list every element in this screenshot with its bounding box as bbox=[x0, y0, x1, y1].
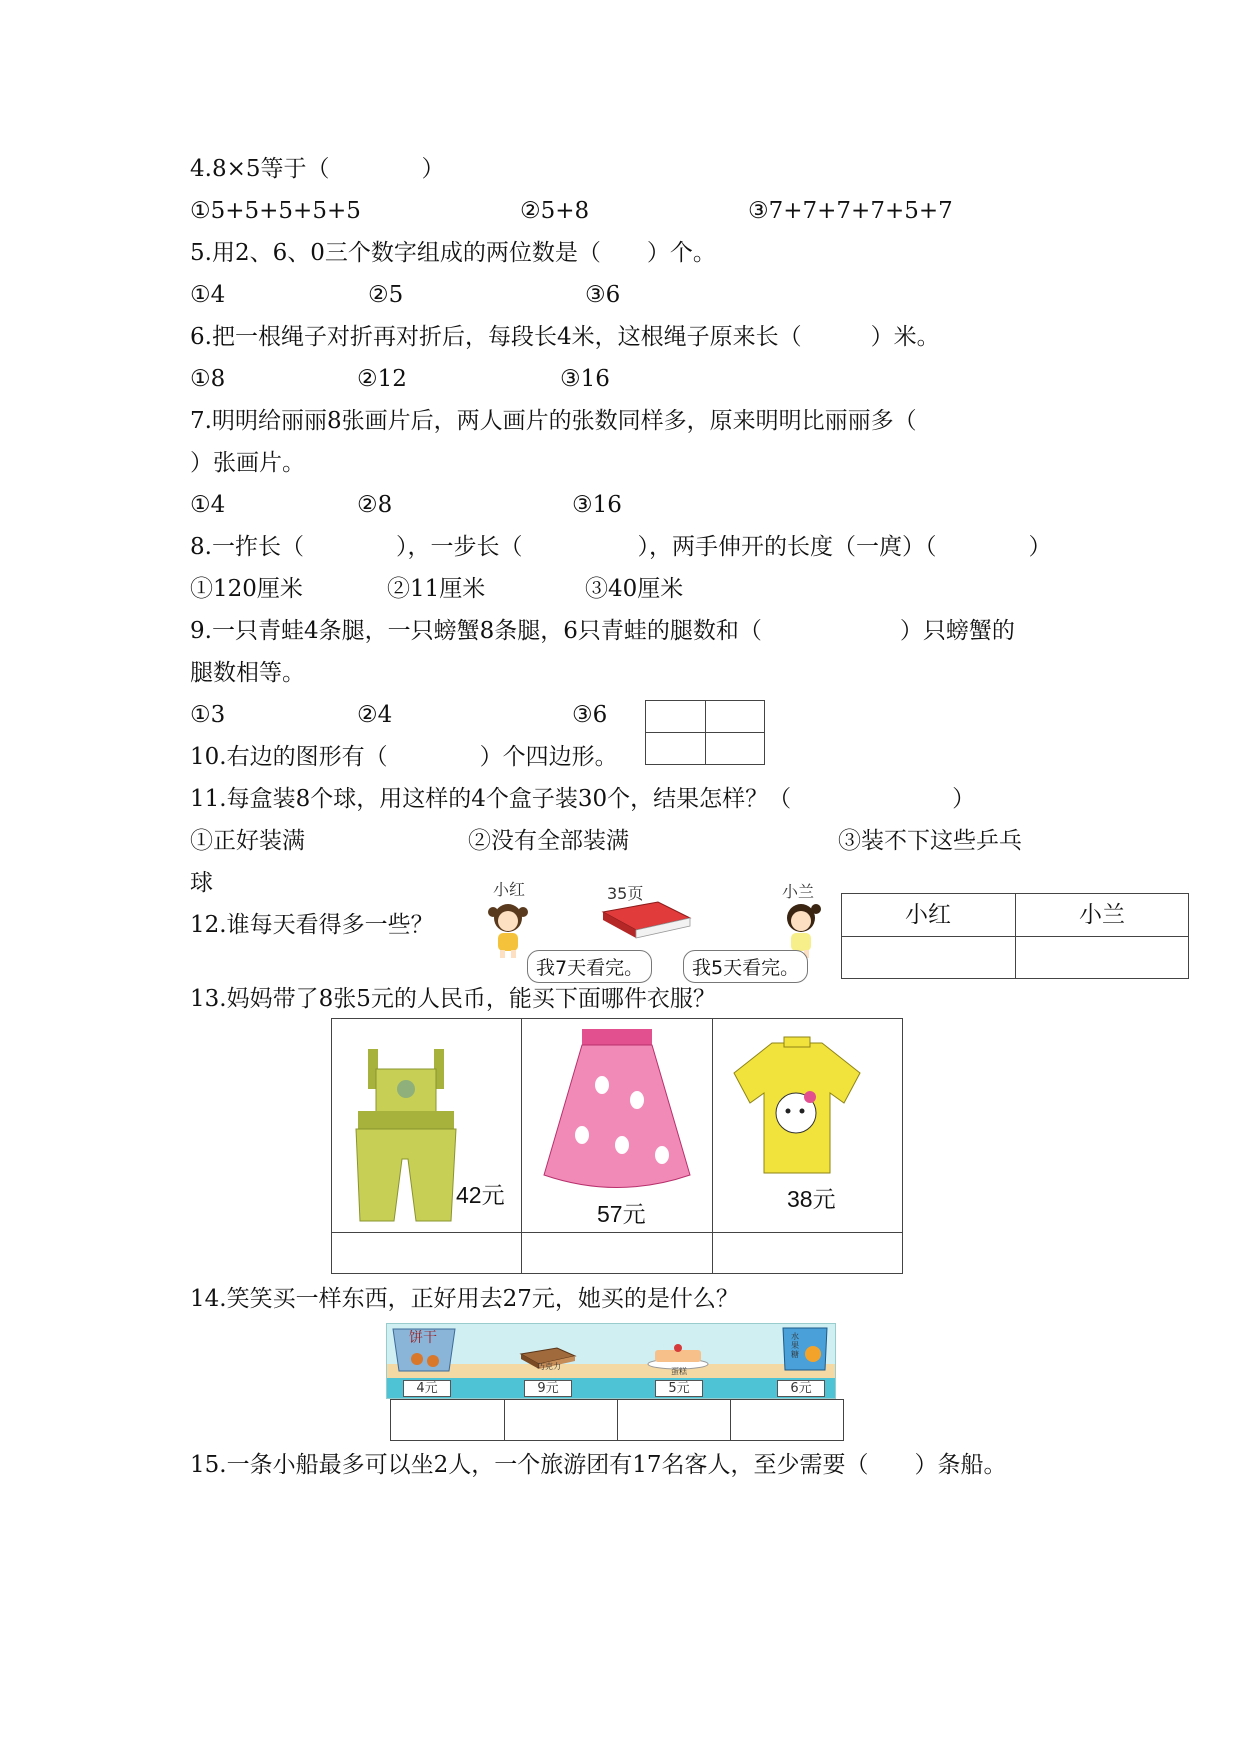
table-header-xiaohong: 小红 bbox=[905, 902, 951, 928]
q11-option-1: ①正好装满 bbox=[190, 828, 305, 854]
q6-option-3: ③16 bbox=[560, 366, 610, 392]
q4-option-3: ③7+7+7+7+5+7 bbox=[748, 198, 953, 224]
q14-answer-table bbox=[390, 1399, 844, 1441]
q10-stem: 10.右边的图形有（ ）个四边形。 bbox=[190, 744, 618, 770]
q9-option-1: ①3 bbox=[190, 702, 226, 728]
q5-option-3: ③6 bbox=[585, 282, 621, 308]
q9-option-3: ③6 bbox=[572, 702, 608, 728]
q7-option-3: ③16 bbox=[572, 492, 622, 518]
name-xiaohong: 小红 bbox=[493, 880, 526, 899]
table-divider-horizontal bbox=[842, 936, 1188, 937]
skirt-icon bbox=[542, 1025, 692, 1200]
q13-stem: 13.妈妈带了8张5元的人民币，能买下面哪件衣服？ bbox=[190, 986, 716, 1012]
label-chocolate: 巧克力 bbox=[537, 1362, 561, 1371]
price-tshirt: 38元 bbox=[787, 1186, 836, 1212]
q13-clothes-table bbox=[331, 1018, 903, 1274]
q9-stem-line1: 9.一只青蛙4条腿，一只螃蟹8条腿，6只青蛙的腿数和（ ）只螃蟹的 bbox=[190, 618, 1015, 644]
tshirt-icon bbox=[732, 1033, 862, 1183]
q7-stem-line1: 7.明明给丽丽8张画片后，两人画片的张数同样多，原来明明比丽丽多（ bbox=[190, 408, 917, 434]
speech-bubble-right: 我5天看完。 bbox=[683, 950, 808, 983]
speech-bubble-left: 我7天看完。 bbox=[527, 950, 652, 983]
q8-option-1: ①120厘米 bbox=[190, 576, 303, 602]
q8-option-3: ③40厘米 bbox=[585, 576, 684, 602]
q12-answer-table bbox=[841, 893, 1189, 979]
book-icon bbox=[598, 900, 693, 940]
q8-stem: 8.一拃长（ ），一步长（ ），两手伸开的长度（一庹）（ ） bbox=[190, 534, 1052, 560]
overalls-icon bbox=[346, 1049, 466, 1224]
q8-option-2: ②11厘米 bbox=[387, 576, 486, 602]
table-header-xiaolan: 小兰 bbox=[1079, 902, 1125, 928]
q11-option-3-line1: ③装不下这些乒乓 bbox=[838, 828, 1022, 854]
shelf-base bbox=[387, 1378, 835, 1398]
candy-bag-icon bbox=[779, 1324, 831, 1372]
shop-shelf-picture bbox=[386, 1323, 836, 1399]
q6-option-2: ②12 bbox=[357, 366, 407, 392]
q4-stem: 4.8×5等于（ ） bbox=[190, 156, 445, 182]
q6-option-1: ①8 bbox=[190, 366, 226, 392]
q9-option-2: ②4 bbox=[357, 702, 393, 728]
q5-option-1: ①4 bbox=[190, 282, 226, 308]
girl-left-icon bbox=[485, 900, 531, 958]
q14-stem: 14.笑笑买一样东西，正好用去27元，她买的是什么？ bbox=[190, 1286, 739, 1312]
q7-option-1: ①4 bbox=[190, 492, 226, 518]
q11-option-3-line2: 球 bbox=[190, 870, 213, 896]
q5-option-2: ②5 bbox=[368, 282, 404, 308]
q12-stem: 12.谁每天看得多一些？ bbox=[190, 912, 434, 938]
q11-option-2: ②没有全部装满 bbox=[468, 828, 629, 854]
quadrilateral-figure bbox=[645, 700, 765, 765]
q11-stem: 11.每盒装8个球，用这样的4个盒子装30个，结果怎样？（ ） bbox=[190, 786, 976, 812]
answer-divider-3 bbox=[391, 1400, 731, 1440]
q5-stem: 5.用2、6、0三个数字组成的两位数是（ ）个。 bbox=[190, 240, 716, 266]
q15-stem: 15.一条小船最多可以坐2人，一个旅游团有17名客人，至少需要（ ）条船。 bbox=[190, 1452, 1007, 1478]
label-candy-2: 果 bbox=[791, 1341, 799, 1350]
price-tag-biscuit: 4元 bbox=[403, 1380, 451, 1397]
price-skirt: 57元 bbox=[597, 1201, 646, 1227]
book-pages-label: 35页 bbox=[607, 884, 644, 903]
price-tag-cake: 5元 bbox=[655, 1380, 703, 1397]
label-candy-1: 水 bbox=[791, 1332, 799, 1341]
q6-stem: 6.把一根绳子对折再对折后，每段长4米，这根绳子原来长（ ）米。 bbox=[190, 324, 940, 350]
price-overalls: 42元 bbox=[456, 1182, 505, 1208]
price-tag-candy: 6元 bbox=[777, 1380, 825, 1397]
q9-stem-line2: 腿数相等。 bbox=[190, 660, 305, 686]
figure-divider-horizontal bbox=[646, 732, 764, 733]
label-candy-3: 糖 bbox=[791, 1350, 799, 1359]
label-cake: 蛋糕 bbox=[671, 1367, 687, 1376]
q4-option-2: ②5+8 bbox=[520, 198, 590, 224]
q7-stem-line2: ）张画片。 bbox=[190, 450, 305, 476]
q4-option-1: ①5+5+5+5+5 bbox=[190, 198, 361, 224]
q7-option-2: ②8 bbox=[357, 492, 393, 518]
name-xiaolan: 小兰 bbox=[782, 882, 815, 901]
label-biscuit: 饼干 bbox=[409, 1330, 437, 1346]
clothes-answer-row-line bbox=[332, 1232, 902, 1233]
price-tag-chocolate: 9元 bbox=[524, 1380, 572, 1397]
